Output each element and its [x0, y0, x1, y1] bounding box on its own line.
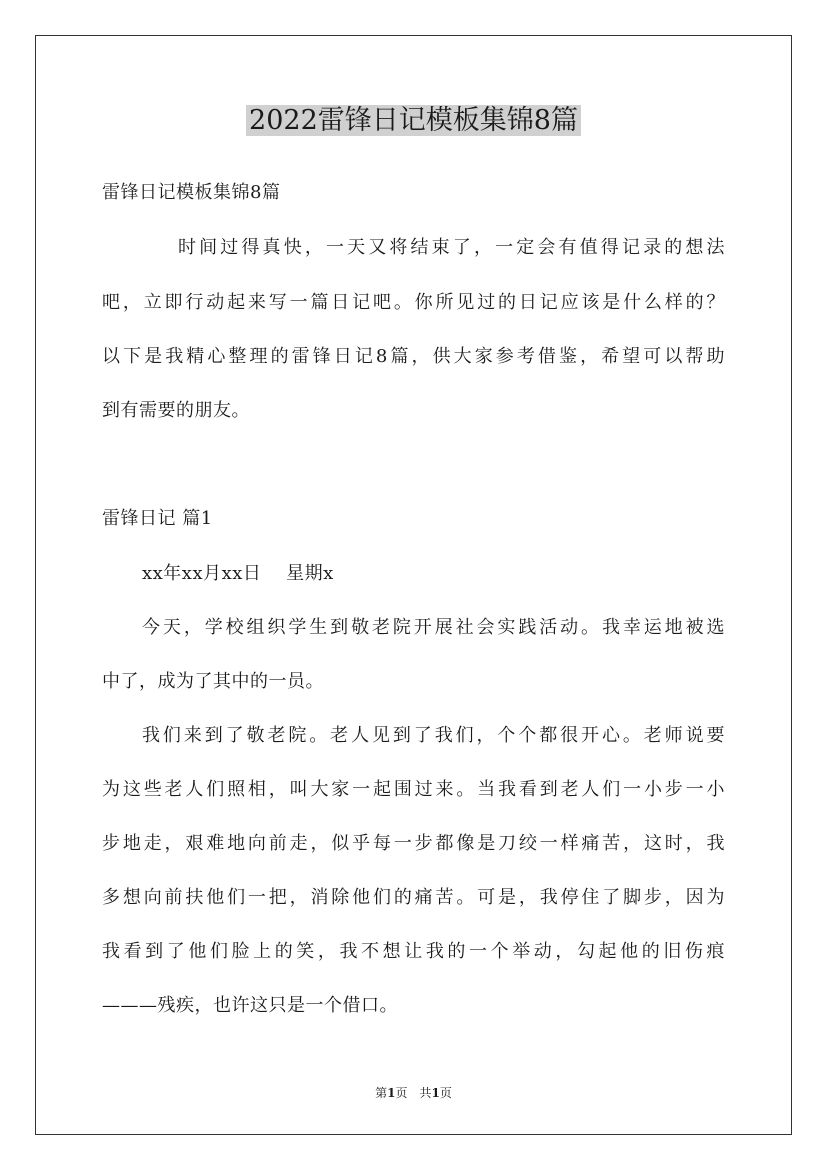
- document-title: [0, 100, 827, 142]
- paragraph-line: 多想向前扶他们一把，消除他们的痛苦。可是，我停住了脚步，因为: [102, 887, 725, 908]
- intro-line: 吧，立即行动起来写一篇日记吧。你所见过的日记应该是什么样的？: [102, 292, 725, 313]
- paragraph-line: 我看到了他们脸上的笑，我不想让我的一个举动，勾起他的旧伤痕: [102, 941, 725, 962]
- footer-middle: 页 共: [395, 1086, 432, 1100]
- intro-line: 到有需要的朋友。: [102, 400, 250, 421]
- footer-prefix: 第: [375, 1086, 388, 1100]
- paragraph-line: ———残疾，也许这只是一个借口。: [102, 995, 398, 1016]
- paragraph-line: 今天，学校组织学生到敬老院开展社会实践活动。我幸运地被选: [142, 617, 725, 638]
- document-subtitle: 雷锋日记模板集锦8篇: [102, 182, 281, 203]
- intro-line: 时间过得真快，一天又将结束了，一定会有值得记录的想法: [178, 237, 725, 258]
- footer-page-number: 1: [387, 1086, 396, 1100]
- paragraph-line: 步地走，艰难地向前走，似乎每一步都像是刀绞一样痛苦，这时，我: [102, 833, 725, 854]
- section-heading: 雷锋日记 篇1: [102, 508, 213, 529]
- paragraph-line: 中了，成为了其中的一员。: [102, 671, 324, 692]
- intro-line: 以下是我精心整理的雷锋日记8篇，供大家参考借鉴，希望可以帮助: [102, 346, 725, 367]
- date-line: xx年xx月xx日 星期x: [142, 563, 334, 584]
- document-title-text: 2022雷锋日记模板集锦8篇: [246, 105, 581, 136]
- footer-page-total: 1: [431, 1086, 440, 1100]
- paragraph-line: 我们来到了敬老院。老人见到了我们，个个都很开心。老师说要: [142, 725, 725, 746]
- footer-suffix: 页: [439, 1086, 452, 1100]
- paragraph-line: 为这些老人们照相，叫大家一起围过来。当我看到老人们一小步一小: [102, 779, 725, 800]
- page-footer: [0, 1085, 827, 1101]
